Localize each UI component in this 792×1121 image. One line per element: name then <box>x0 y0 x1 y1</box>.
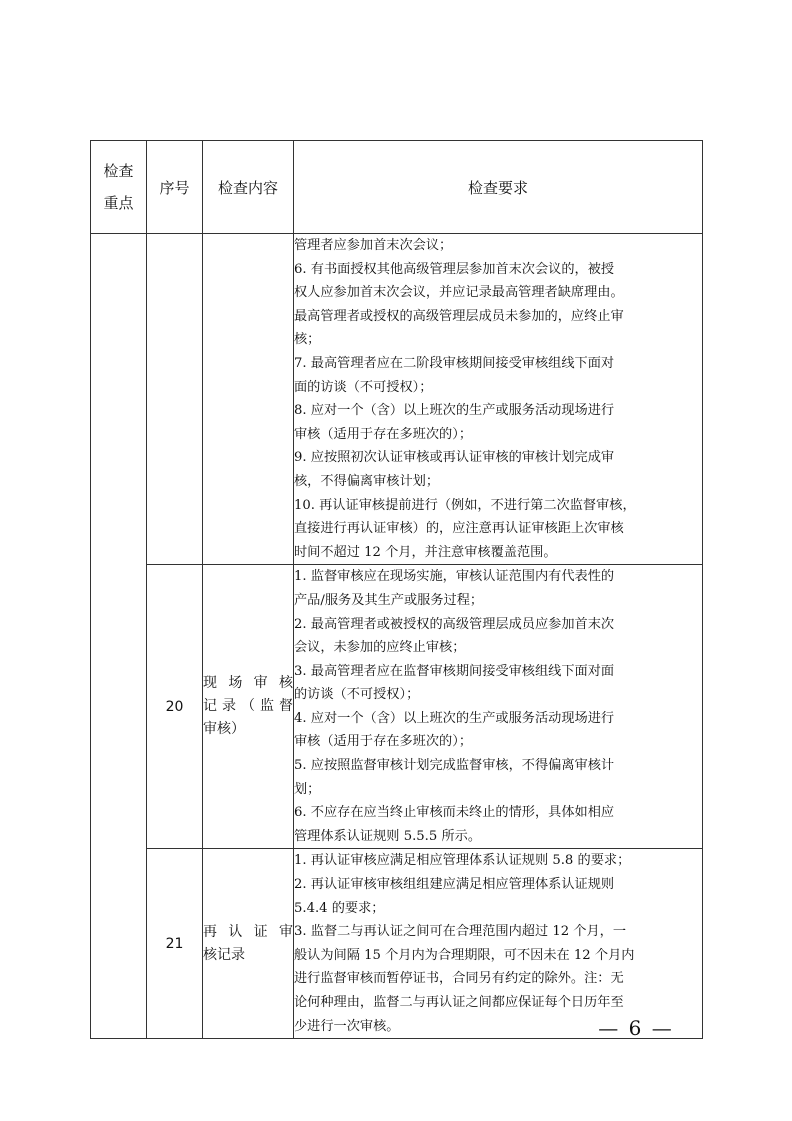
requirement-line: 产品/服务及其生产或服务过程； <box>294 592 484 608</box>
content-line: 核记录 <box>203 946 245 963</box>
requirement-line: 进行监督审核而暂停证书，合同另有约定的除外。注：无 <box>294 971 624 987</box>
header-focus-line: 重点 <box>103 194 134 212</box>
requirement-line: 2. 再认证审核审核组组建应满足相应管理体系认证规则 <box>294 877 615 893</box>
requirement-line: 5.4.4 的要求； <box>294 900 385 916</box>
requirement-line: 5. 应按照监督审核计划完成监督审核，不得偏离审核计 <box>294 758 615 774</box>
requirement-line: 核，不得偏离审核计划； <box>294 473 440 489</box>
requirement-line: 般认为间隔 15 个月内为合理期限，可不因未在 12 个月内 <box>294 947 635 963</box>
requirement-line: 4. 应对一个（含）以上班次的生产或服务活动现场进行 <box>294 710 615 726</box>
requirement-line: 审核（适用于存在多班次的）； <box>294 734 473 750</box>
requirement-line: 少进行一次审核。 <box>294 1018 400 1034</box>
table-row <box>91 849 703 1039</box>
requirement-line: 1. 再认证审核应满足相应管理体系认证规则 5.8 的要求； <box>294 853 631 869</box>
requirement-line: 管理者应参加首末次会议； <box>294 238 453 253</box>
requirement-line: 面的访谈（不可授权）； <box>294 379 433 395</box>
seq-cell <box>147 234 203 565</box>
requirement-line: 2. 最高管理者或被授权的高级管理层成员应参加首末次 <box>294 616 615 632</box>
requirement-line: 8. 应对一个（含）以上班次的生产或服务活动现场进行 <box>294 403 615 419</box>
requirement-line: 3. 监督二与再认证之间可在合理范围内超过 12 个月，一 <box>294 924 627 940</box>
content-cell <box>203 234 294 565</box>
focus-cell <box>91 234 147 1039</box>
content-line: 审核） <box>203 721 245 738</box>
requirement-cell <box>294 849 703 1039</box>
requirement-line: 3. 最高管理者应在监督审核期间接受审核组线下面对面 <box>294 663 615 679</box>
page-number: — 6 — <box>598 1016 674 1040</box>
requirement-line: 核； <box>294 332 321 348</box>
content-cell <box>203 849 294 1039</box>
requirement-line: 审核（适用于存在多班次的）； <box>294 426 473 442</box>
content-cell <box>203 565 294 849</box>
requirement-line: 管理体系认证规则 5.5.5 所示。 <box>294 828 482 844</box>
header-focus <box>91 141 147 234</box>
requirement-line: 权人应参加首末次会议，并应记录最高管理者缺席理由。 <box>294 285 624 301</box>
requirement-line: 9. 应按照初次认证审核或再认证审核的审核计划完成审 <box>294 450 615 466</box>
requirement-line: 时间不超过 12 个月，并注意审核覆盖范围。 <box>294 544 557 560</box>
header-requirement: 检查要求 <box>294 141 703 234</box>
table-header-row <box>91 141 703 234</box>
header-seq: 序号 <box>147 141 203 234</box>
requirement-line: 直接进行再认证审核）的，应注意再认证审核距上次审核 <box>294 521 624 537</box>
content-line: 再认证审 <box>203 923 293 940</box>
seq-cell: 20 <box>147 565 203 849</box>
header-content: 检查内容 <box>203 141 294 234</box>
requirement-cell <box>294 234 703 565</box>
requirement-cell <box>294 565 703 849</box>
table-row <box>91 565 703 849</box>
requirement-line: 论何种理由，监督二与再认证之间都应保证每个日历年至 <box>294 995 624 1010</box>
audit-requirements-table <box>90 140 703 1039</box>
requirement-line: 1. 监督审核应在现场实施，审核认证范围内有代表性的 <box>294 569 615 585</box>
seq-cell: 21 <box>147 849 203 1039</box>
table-row <box>91 234 703 565</box>
requirement-line: 会议，未参加的应终止审核； <box>294 640 466 656</box>
requirement-line: 划； <box>294 781 321 797</box>
requirement-line: 10. 再认证审核提前进行（例如，不进行第二次监督审核， <box>294 497 636 513</box>
requirement-line: 7. 最高管理者应在二阶段审核期间接受审核组线下面对 <box>294 355 615 371</box>
requirement-line: 6. 有书面授权其他高级管理层参加首末次会议的，被授 <box>294 261 615 277</box>
requirement-line: 6. 不应存在应当终止审核而未终止的情形，具体如相应 <box>294 805 615 821</box>
content-line: 现场审核 <box>203 675 293 692</box>
requirement-line: 的访谈（不可授权）； <box>294 687 420 703</box>
content-line: 记录（监督 <box>203 698 293 715</box>
requirement-line: 最高管理者或授权的高级管理层成员未参加的，应终止审 <box>294 308 624 324</box>
header-focus-line: 检查 <box>103 162 134 180</box>
